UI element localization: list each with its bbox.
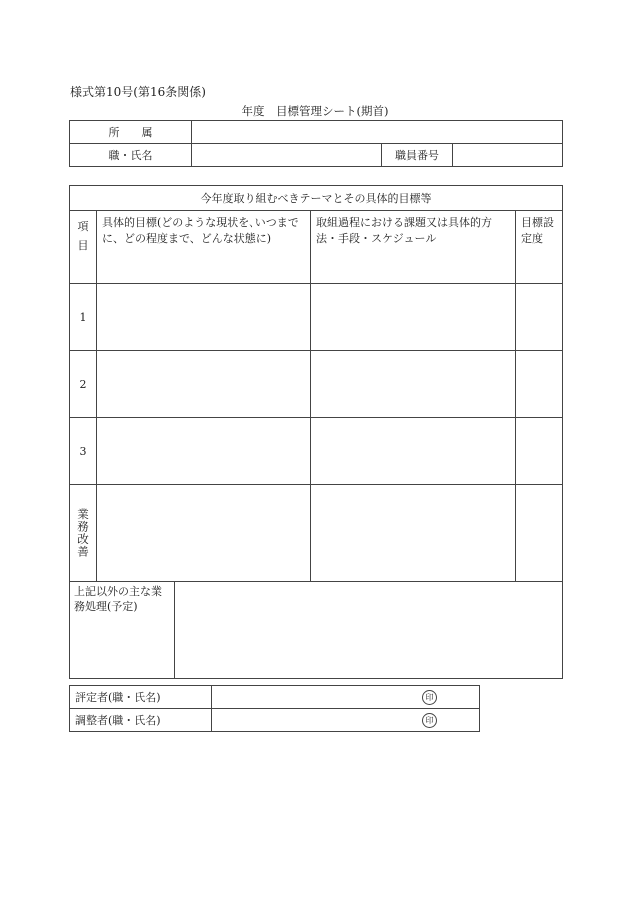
level-field-2[interactable] <box>516 351 563 418</box>
evaluator-field[interactable] <box>212 686 480 709</box>
col-item-header: 項目 <box>70 211 97 284</box>
page-title: 年度 目標管理シート(期首) <box>241 104 389 118</box>
name-label: 職・氏名 <box>70 144 192 167</box>
row-number-3: 3 <box>70 418 97 485</box>
goals-table <box>69 185 563 679</box>
row-number-2: 2 <box>70 351 97 418</box>
process-field-2[interactable] <box>311 351 516 418</box>
other-tasks-field[interactable] <box>175 582 563 679</box>
info-table <box>69 120 563 167</box>
goal-field-3[interactable] <box>97 418 311 485</box>
process-field-1[interactable] <box>311 284 516 351</box>
goal-field-1[interactable] <box>97 284 311 351</box>
affiliation-field[interactable] <box>192 121 563 144</box>
level-field-3[interactable] <box>516 418 563 485</box>
row-number-1: 1 <box>70 284 97 351</box>
coordinator-field[interactable] <box>212 709 480 732</box>
other-tasks-label: 上記以外の主な業務処理(予定) <box>70 582 175 679</box>
seal-icon: 印 <box>422 690 437 705</box>
seal-icon: 印 <box>422 713 437 728</box>
level-field-improvement[interactable] <box>516 485 563 582</box>
col-process-header: 取組過程における課題又は具体的方法・手段・スケジュール <box>311 211 516 284</box>
col-level-header: 目標設定度 <box>516 211 563 284</box>
evaluator-label: 評定者(職・氏名) <box>70 686 212 709</box>
goal-field-2[interactable] <box>97 351 311 418</box>
improvement-label: 業務改善 <box>70 485 97 582</box>
process-field-3[interactable] <box>311 418 516 485</box>
level-field-1[interactable] <box>516 284 563 351</box>
affiliation-label: 所 属 <box>70 121 192 144</box>
staff-number-label: 職員番号 <box>382 144 453 167</box>
col-goal-header: 具体的目標(どのような現状を､いつまでに、どの程度まで、どんな状態に) <box>97 211 311 284</box>
name-field[interactable] <box>192 144 382 167</box>
process-field-improvement[interactable] <box>311 485 516 582</box>
goal-field-improvement[interactable] <box>97 485 311 582</box>
form-number: 様式第10号(第16条関係) <box>70 85 206 99</box>
signature-table <box>69 685 480 732</box>
staff-number-field[interactable] <box>453 144 563 167</box>
coordinator-label: 調整者(職・氏名) <box>70 709 212 732</box>
goals-heading: 今年度取り組むべきテーマとその具体的目標等 <box>70 186 563 211</box>
